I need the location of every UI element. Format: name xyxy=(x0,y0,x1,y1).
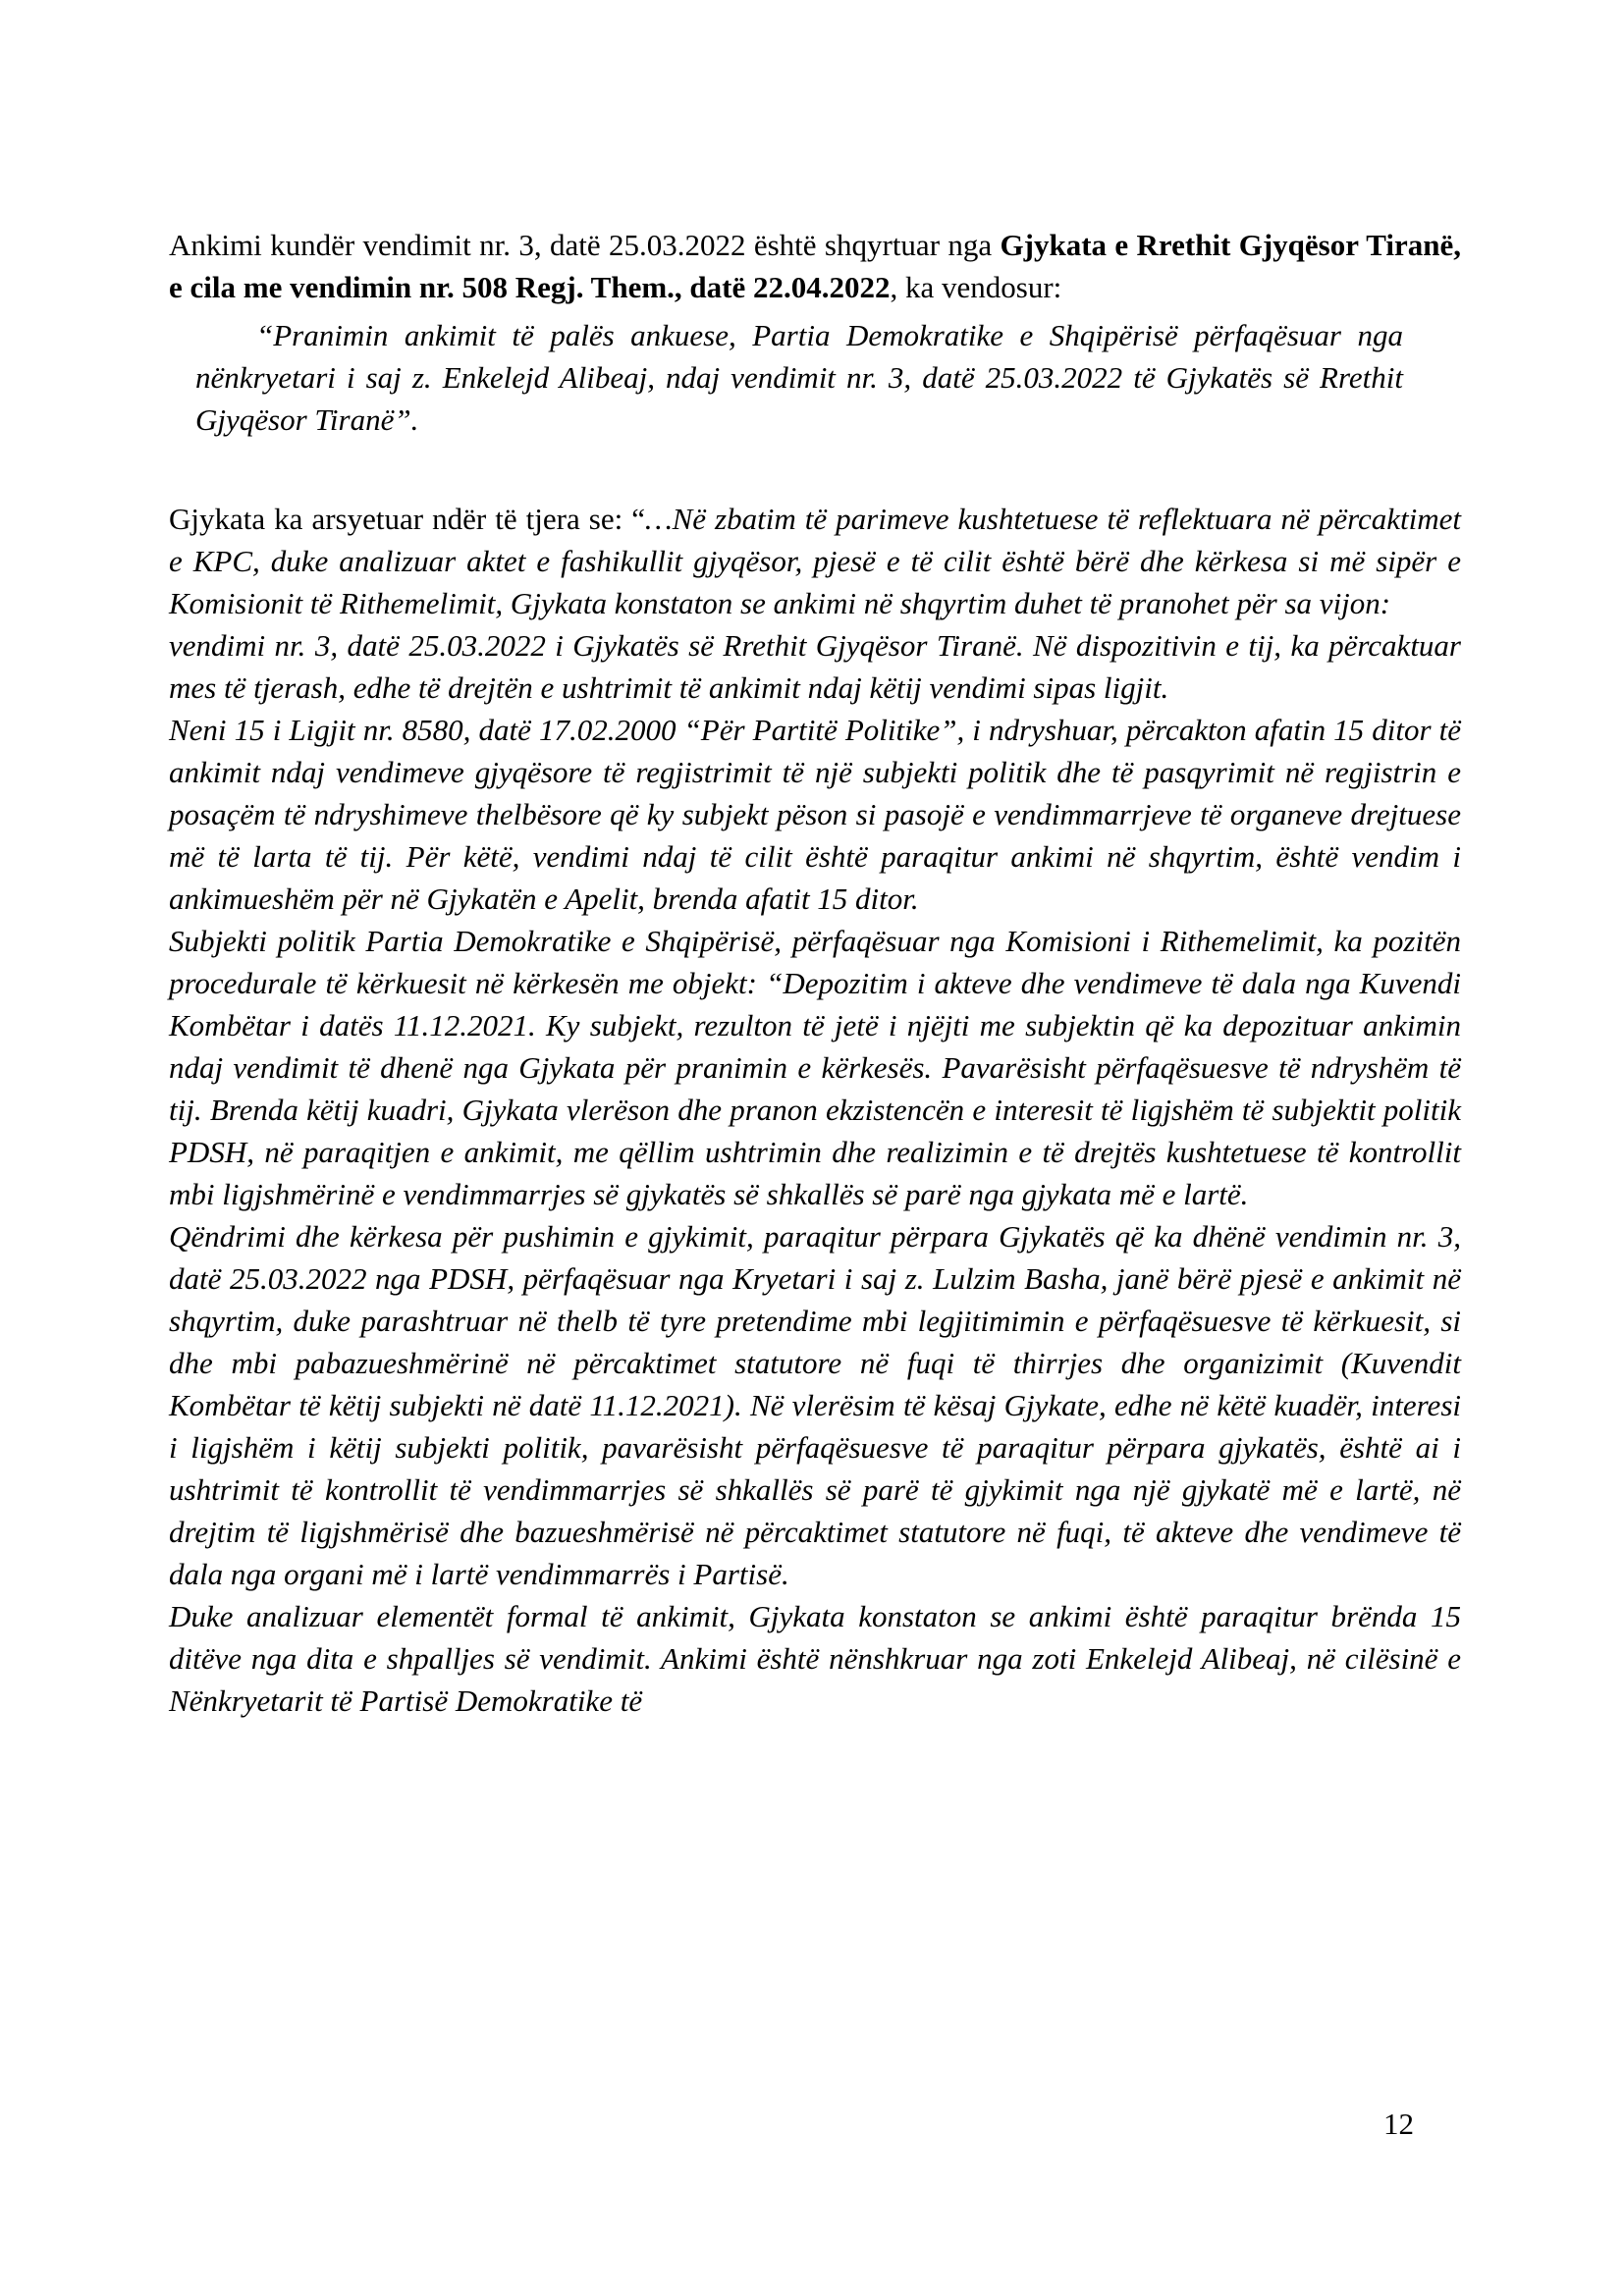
paragraph xyxy=(169,709,1461,920)
text-run: Subjekti politik Partia Demokratike e Shqipërisë, përfaqësuar nga Komisioni i Rithemelimit, ka pozitën procedurale të kërkuesit në kërkesën me objekt: “Depozitim i akteve dhe vendimeve të dala nga Kuvendi Kombëtar i datës 11.12.2021. Ky subjekt, rezulton të jetë i njëjti me subjektin që ka depozituar ankimin ndaj vendimit të dhenë nga Gjykata për pranimin e kërkesës. Pavarësisht përfaqësuesve të ndryshëm të tij. Brenda këtij kuadri, Gjykata vlerëson dhe pranon ekzistencën e interesit të ligjshëm të subjektit politik PDSH, në paraqitjen e ankimit, me qëllim ushtrimin dhe realizimin e të drejtës kushtetuese të kontrollit mbi ligjshmërinë e vendimmarrjes së gjykatës së shkallës së parë nga gjykata më e lartë. xyxy=(169,924,1461,1211)
paragraph xyxy=(169,498,1461,624)
paragraph xyxy=(169,1215,1461,1595)
text-run: Ankimi kundër vendimit nr. 3, datë 25.03.2022 është shqyrtuar nga xyxy=(169,228,1001,262)
paragraph xyxy=(169,224,1461,308)
text-run: Neni 15 i Ligjit nr. 8580, datë 17.02.2000 “Për Partitë Politike”, i ndryshuar, përcakton afatin 15 ditor të ankimit ndaj vendimeve gjyqësore të regjistrimit të një subjekti politik dhe të pasqyrimit në regjistrin e posaçëm të ndryshimeve thelbësore që ky subjekt pëson si pasojë e vendimmarrjeve të organeve drejtuese më të larta të tij. Për këtë, vendimi ndaj të cilit është paraqitur ankimi në shqyrtim, është vendim i ankimueshëm për në Gjykatën e Apelit, brenda afatit 15 ditor. xyxy=(169,713,1461,916)
paragraph xyxy=(169,1595,1461,1722)
text-run: Duke analizuar elementët formal të ankimit, Gjykata konstaton se ankimi është paraqitur brënda 15 ditëve nga dita e shpalljes së vendimit. Ankimi është nënshkruar nga zoti Enkelejd Alibeaj, në cilësinë e Nënkryetarit të Partisë Demokratike të xyxy=(169,1599,1461,1718)
text-run: Gjykata ka arsyetuar ndër të tjera se: “ xyxy=(169,502,645,536)
text-run: Qëndrimi dhe kërkesa për pushimin e gjykimit, paraqitur përpara Gjykatës që ka dhënë vendimin nr. 3, datë 25.03.2022 nga PDSH, përfaqësuar nga Kryetari i saj z. Lulzim Basha, janë bërë pjesë e ankimit në shqyrtim, duke parashtruar në thelb të tyre pretendime mbi legjitimimin e përfaqësuesve të kërkuesit, si dhe mbi pabazueshmërinë në përcaktimet statutore në fuqi të thirrjes dhe organizimit (Kuvendit Kombëtar të këtij subjekti në datë 11.12.2021). Në vlerësim të kësaj Gjykate, edhe në këtë kuadër, interesi i ligjshëm i këtij subjekti politik, pavarësisht përfaqësuesve të paraqitur përpara gjykatës, është ai i ushtrimit të kontrollit të vendimmarrjes së shkallës së parë të gjykimit nga një gjykatë më e lartë, në drejtim të ligjshmërisë dhe bazueshmërisë në përcaktimet statutore në fuqi, të akteve dhe vendimeve të dala nga organi më i lartë vendimmarrës i Partisë. xyxy=(169,1219,1461,1591)
text-run: Gjykata e Rrethit Gjyqësor Tiranë, e cila me vendimin nr. 508 Regj. Them., datë 22.04.2022 xyxy=(169,228,1462,304)
text-run: “Pranimin ankimit të palës ankuese, Partia Demokratike e Shqipërisë përfaqësuar nga nënkryetari i saj z. Enkelejd Alibeaj, ndaj vendimit nr. 3, datë 25.03.2022 të Gjykatës së Rrethit Gjyqësor Tiranë”. xyxy=(195,318,1403,437)
document-body xyxy=(169,224,1461,1722)
text-run: vendimi nr. 3, datë 25.03.2022 i Gjykatës së Rrethit Gjyqësor Tiranë. Në dispozitivin e tij, ka përcaktuar mes të tjerash, edhe të drejtën e ushtrimit të ankimit ndaj këtij vendimi sipas ligjit. xyxy=(169,628,1461,705)
paragraph xyxy=(169,920,1461,1215)
paragraph xyxy=(169,624,1461,709)
paragraph xyxy=(195,314,1403,441)
text-run: …Në zbatim të parimeve kushtetuese të reflektuara në përcaktimet e KPC, duke analizuar aktet e fashikullit gjyqësor, pjesë e të cilit është bërë dhe kërkesa si më sipër e Komisionit të Rithemelimit, Gjykata konstaton se ankimi në shqyrtim duhet të pranohet për sa vijon: xyxy=(169,502,1461,620)
page-number: 12 xyxy=(1383,2107,1414,2141)
text-run: , ka vendosur: xyxy=(890,270,1062,304)
